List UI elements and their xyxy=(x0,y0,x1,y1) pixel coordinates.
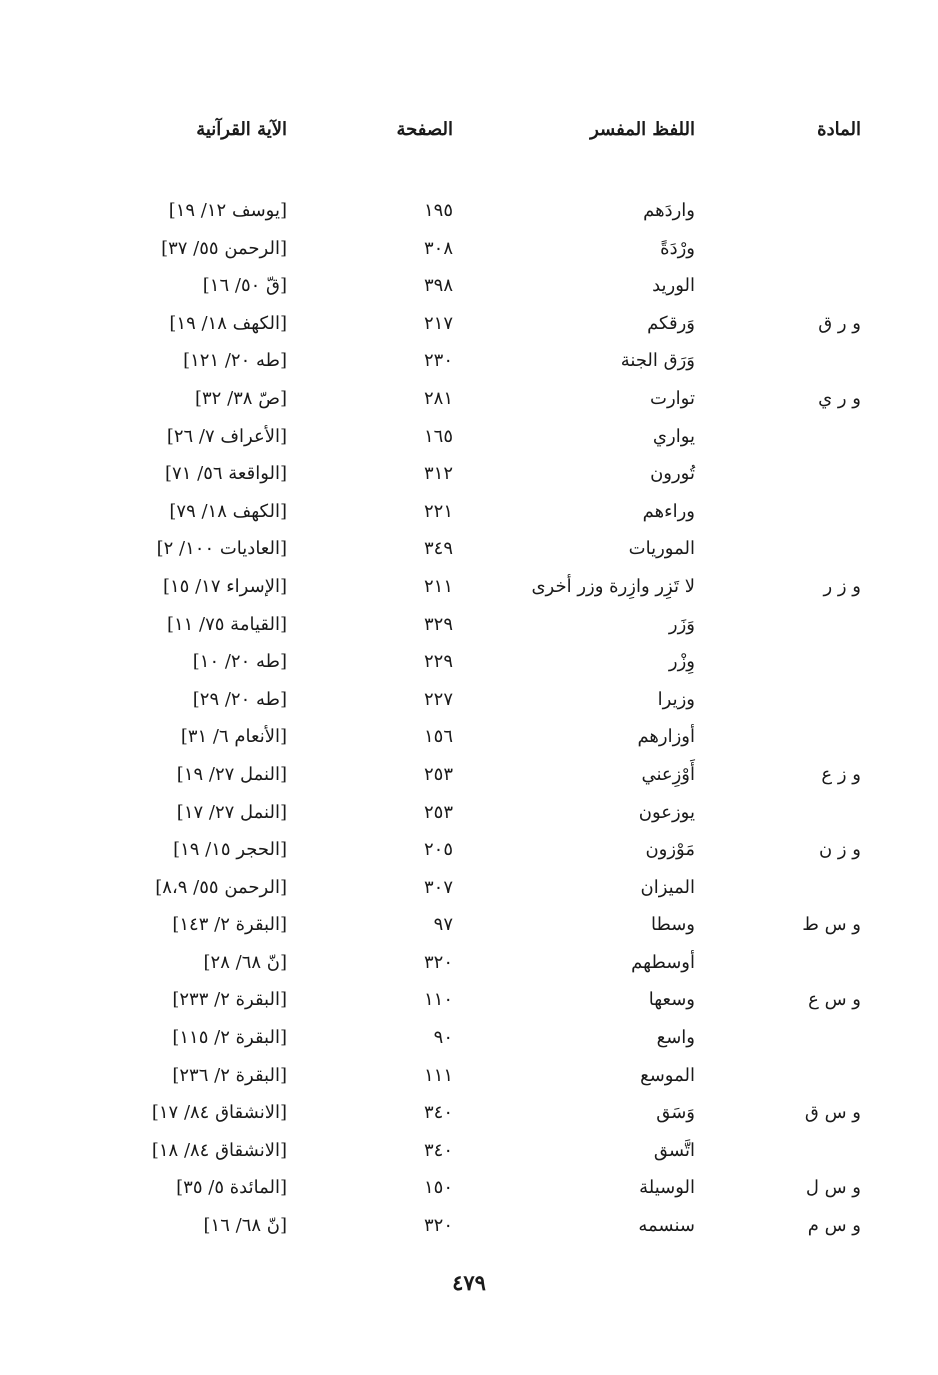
page-cell: ٢٢٧ xyxy=(423,688,453,710)
root-cell: و س م xyxy=(807,1215,861,1237)
word-cell: توارت xyxy=(650,387,695,409)
page-cell: ٢٥٣ xyxy=(423,801,453,823)
verse-cell: [يوسف ١٢/ ١٩] xyxy=(168,200,287,221)
page-cell: ٣٢٩ xyxy=(423,613,453,635)
page-cell: ١٦٥ xyxy=(423,425,453,447)
root-cell: و ز ر xyxy=(823,575,861,597)
table-row xyxy=(0,493,938,531)
page-cell: ١٩٥ xyxy=(423,200,453,221)
verse-cell: [النمل ٢٧/ ١٧] xyxy=(176,801,287,823)
page-cell: ٢٢٩ xyxy=(423,651,453,673)
page-cell: ٣٤٠ xyxy=(423,1102,453,1124)
verse-cell: [الحجر ١٥/ ١٩] xyxy=(173,839,287,861)
table-row xyxy=(0,455,938,493)
table-body xyxy=(0,192,938,1245)
table-row xyxy=(0,681,938,719)
table-row xyxy=(0,869,938,907)
table-row xyxy=(0,530,938,568)
table-row xyxy=(0,1019,938,1057)
word-cell: يواري xyxy=(652,425,695,447)
verse-cell: [البقرة ٢/ ١١٥] xyxy=(172,1027,287,1049)
table-row xyxy=(0,906,938,944)
verse-cell: [قّ ٥٠/ ١٦] xyxy=(202,275,287,297)
verse-cell: [المائدة ٥/ ٣٥] xyxy=(176,1177,287,1199)
word-cell: وسطا xyxy=(650,914,695,936)
table-row xyxy=(0,831,938,869)
word-cell: وِزْر xyxy=(668,651,695,673)
table-header xyxy=(0,112,938,152)
page-cell: ١٥٦ xyxy=(423,726,453,748)
verse-cell: [الأعراف ٧/ ٢٦] xyxy=(166,425,287,447)
page-cell: ٣٠٧ xyxy=(423,876,453,898)
table-row xyxy=(0,342,938,380)
verse-cell: [صّ ٣٨/ ٣٢] xyxy=(194,387,287,409)
verse-cell: [الكهف ١٨/ ٧٩] xyxy=(169,500,287,522)
root-cell: و س ل xyxy=(805,1177,861,1199)
word-cell: وسعها xyxy=(648,989,695,1011)
table-row xyxy=(0,1094,938,1132)
word-cell: واردَهم xyxy=(643,200,695,221)
word-cell: وَزَر xyxy=(668,613,695,635)
word-cell: تُورون xyxy=(650,463,695,485)
word-cell: سنسمه xyxy=(638,1215,695,1237)
page-cell: ٣٩٨ xyxy=(423,275,453,297)
page-cell: ١٥٠ xyxy=(423,1177,453,1199)
table-row xyxy=(0,794,938,832)
page-cell: ٢٠٥ xyxy=(423,839,453,861)
page-cell: ٢٨١ xyxy=(423,387,453,409)
page-cell: ٣٢٠ xyxy=(423,951,453,973)
table-row xyxy=(0,718,938,756)
word-cell: ورْدَةً xyxy=(660,237,695,259)
root-cell: و س ط xyxy=(802,914,861,936)
table-row xyxy=(0,1132,938,1170)
word-cell: الوريد xyxy=(652,275,695,297)
table-row xyxy=(0,230,938,268)
page-cell: ٩٠ xyxy=(433,1027,453,1049)
table-row xyxy=(0,267,938,305)
verse-cell: [الرحمن ٥٥/ ٨،٩] xyxy=(155,876,287,898)
page-cell: ٣٢٠ xyxy=(423,1215,453,1237)
root-cell: و س ع xyxy=(808,989,861,1011)
root-cell: و ر ي xyxy=(818,387,861,409)
header-word: اللفظ المفسر xyxy=(590,119,695,140)
page-cell: ٣٤٩ xyxy=(423,538,453,560)
verse-cell: [الرحمن ٥٥/ ٣٧] xyxy=(161,237,287,259)
verse-cell: [الكهف ١٨/ ١٩] xyxy=(169,312,287,334)
table-row xyxy=(0,1057,938,1095)
verse-cell: [طه ٢٠/ ١٢١] xyxy=(183,350,287,372)
root-cell: و س ق xyxy=(804,1102,861,1124)
word-cell: لا تَزِر وازِرة وزر أخرى xyxy=(531,575,695,597)
word-cell: واسع xyxy=(656,1027,695,1049)
table-row xyxy=(0,1207,938,1245)
page-cell: ٢٣٠ xyxy=(423,350,453,372)
word-cell: أوسطهم xyxy=(631,951,695,973)
header-root: المادة xyxy=(817,119,861,140)
root-cell: و ز ن xyxy=(818,839,861,861)
word-cell: مَوْزون xyxy=(645,839,695,861)
page-cell: ٩٧ xyxy=(433,914,453,936)
table-row xyxy=(0,418,938,456)
verse-cell: [العاديات ١٠٠/ ٢] xyxy=(156,538,287,560)
word-cell: الميزان xyxy=(640,876,695,898)
word-cell: الموريات xyxy=(628,538,695,560)
verse-cell: [الأنعام ٦/ ٣١] xyxy=(180,726,287,748)
page-cell: ٣٤٠ xyxy=(423,1139,453,1161)
verse-cell: [طه ٢٠/ ١٠] xyxy=(192,651,287,673)
table-row xyxy=(0,643,938,681)
page-cell: ٢٢١ xyxy=(423,500,453,522)
table-row xyxy=(0,568,938,606)
header-verse: الآية القرآنية xyxy=(196,119,287,140)
table-row xyxy=(0,606,938,644)
verse-cell: [البقرة ٢/ ١٤٣] xyxy=(172,914,287,936)
page-cell: ٣١٢ xyxy=(423,463,453,485)
word-cell: الموسع xyxy=(640,1064,695,1086)
word-cell: وزيرا xyxy=(657,688,695,710)
verse-cell: [الإسراء ١٧/ ١٥] xyxy=(162,575,287,597)
page-number: ٤٧٩ xyxy=(452,1270,486,1295)
page-cell: ٣٠٨ xyxy=(423,237,453,259)
word-cell: وَرقكم xyxy=(647,312,695,334)
word-cell: وَرَق الجنة xyxy=(620,350,695,372)
verse-cell: [البقرة ٢/ ٢٣٦] xyxy=(172,1064,287,1086)
word-cell: وَسَق xyxy=(656,1102,695,1124)
header-page: الصفحة xyxy=(396,119,453,140)
verse-cell: [الانشقاق ٨٤/ ١٨] xyxy=(151,1139,287,1161)
table-row xyxy=(0,981,938,1019)
root-cell: و ز ع xyxy=(821,763,861,785)
page-cell: ٢٥٣ xyxy=(423,763,453,785)
word-cell: اتَّسق xyxy=(653,1139,695,1161)
word-cell: يوزعون xyxy=(638,801,695,823)
word-cell: أَوْزِعني xyxy=(641,763,695,785)
root-cell: و ر ق xyxy=(818,312,861,334)
verse-cell: [الانشقاق ٨٤/ ١٧] xyxy=(151,1102,287,1124)
table-row xyxy=(0,944,938,982)
word-cell: أوزارهم xyxy=(637,726,695,748)
page-cell: ١١٠ xyxy=(423,989,453,1011)
verse-cell: [النمل ٢٧/ ١٩] xyxy=(176,763,287,785)
table-row xyxy=(0,192,938,230)
verse-cell: [نّ ٦٨/ ٢٨] xyxy=(203,951,287,973)
verse-cell: [نّ ٦٨/ ١٦] xyxy=(203,1215,287,1237)
verse-cell: [طه ٢٠/ ٢٩] xyxy=(192,688,287,710)
page-cell: ٢١٧ xyxy=(423,312,453,334)
table-row xyxy=(0,305,938,343)
page-cell: ٢١١ xyxy=(423,575,453,597)
table-row xyxy=(0,756,938,794)
verse-cell: [الواقعة ٥٦/ ٧١] xyxy=(165,463,287,485)
word-cell: الوسيلة xyxy=(639,1177,695,1199)
page-cell: ١١١ xyxy=(423,1064,453,1086)
word-cell: وراءهم xyxy=(642,500,695,522)
table-row xyxy=(0,1169,938,1207)
verse-cell: [البقرة ٢/ ٢٣٣] xyxy=(172,989,287,1011)
verse-cell: [القيامة ٧٥/ ١١] xyxy=(166,613,287,635)
table-row xyxy=(0,380,938,418)
